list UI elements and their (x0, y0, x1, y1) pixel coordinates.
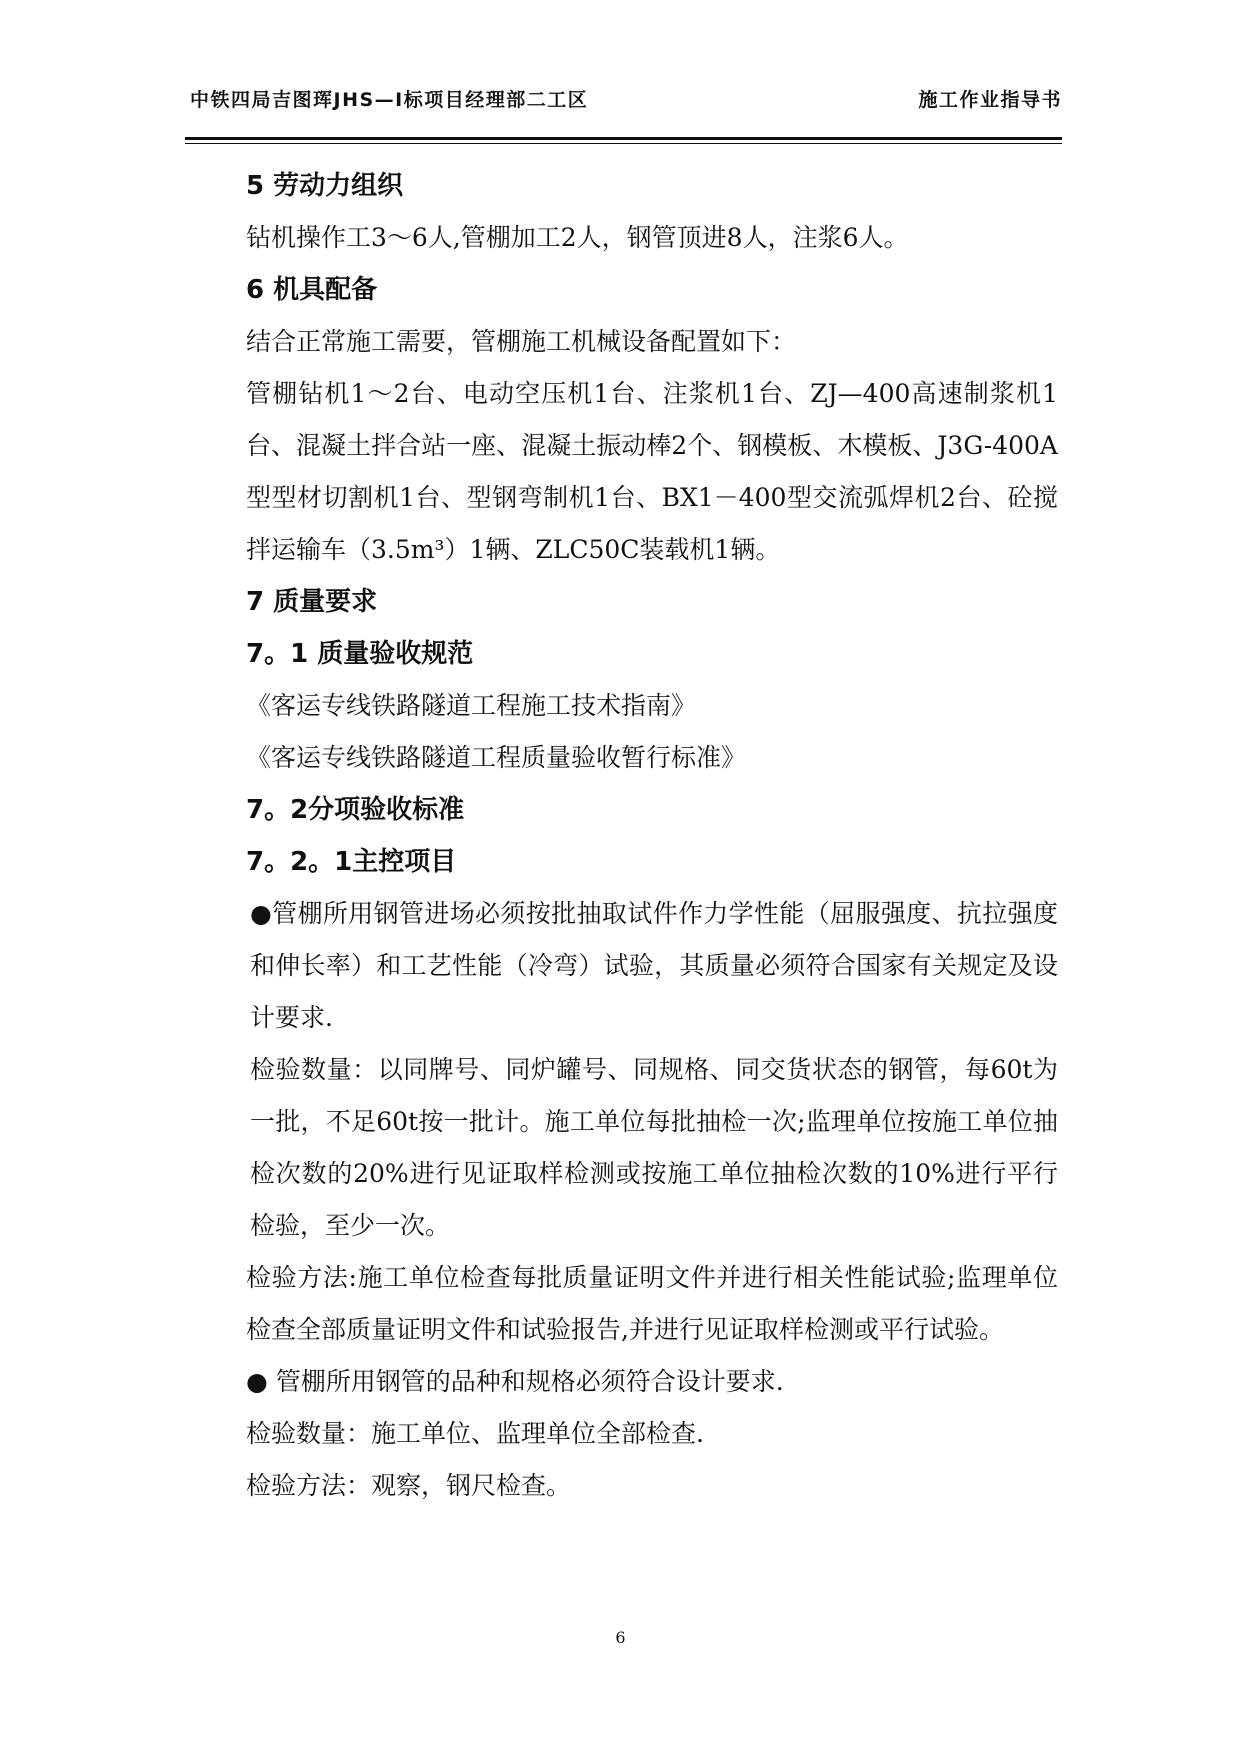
paragraph-inspection-method-1: 检验方法:施工单位检查每批质量证明文件并进行相关性能试验;监理单位检查全部质量证明文件和试验报告,并进行见证取样检测或平行试验。 (246, 1263, 1058, 1344)
subsection-heading-main-control: 7。2。1主控项目 (246, 847, 457, 877)
header-project-name: 中铁四局吉图珲JHS—Ⅰ标项目经理部二工区 (190, 89, 589, 111)
subsection-heading-acceptance-norms: 7。1 质量验收规范 (246, 639, 474, 669)
section-heading-quality: 7 质量要求 (246, 587, 378, 617)
standard-reference-construction-guide: 《客运专线铁路隧道工程施工技术指南》 (246, 691, 697, 720)
section-heading-labor: 5 劳动力组织 (246, 171, 404, 201)
page-number: 6 (615, 1628, 626, 1647)
standard-reference-acceptance-standard: 《客运专线铁路隧道工程质量验收暂行标准》 (246, 743, 747, 772)
paragraph-inspection-quantity-1: 检验数量：以同牌号、同炉罐号、同规格、同交货状态的钢管，每60t为一批，不足60t按一批计。施工单位每批抽检一次;监理单位按施工单位抽检次数的20%进行见证取样检测或按施工单位抽检次数的10%进行平行检验，至少一次。 (250, 1055, 1058, 1240)
paragraph-equipment-intro: 结合正常施工需要，管棚施工机械设备配置如下： (246, 327, 797, 356)
paragraph-inspection-quantity-2: 检验数量：施工单位、监理单位全部检查. (246, 1419, 704, 1448)
document-body (190, 160, 1058, 1512)
bullet-steel-pipe-testing: ●管棚所用钢管进场必须按批抽取试件作力学性能（屈服强度、抗拉强度和伸长率）和工艺性能（冷弯）试验，其质量必须符合国家有关规定及设计要求. (250, 899, 1058, 1032)
header-document-type: 施工作业指导书 (918, 89, 1062, 111)
header-rule-thin (185, 143, 1062, 144)
paragraph-labor: 钻机操作工3～6人,管棚加工2人，钢管顶进8人，注浆6人。 (246, 223, 909, 252)
subsection-heading-item-acceptance: 7。2分项验收标准 (246, 795, 465, 825)
page-header (190, 85, 1062, 113)
header-rule-thick (185, 137, 1062, 140)
paragraph-inspection-method-2: 检验方法：观察，钢尺检查。 (246, 1471, 572, 1500)
section-heading-equipment: 6 机具配备 (246, 275, 378, 305)
paragraph-equipment-list: 管棚钻机1～2台、电动空压机1台、注浆机1台、ZJ—400高速制浆机1台、混凝土拌合站一座、混凝土振动棒2个、钢模板、木模板、J3G-400A型型材切割机1台、型钢弯制机1台、BX1－400型交流弧焊机2台、砼搅拌运输车（3.5m³）1辆、ZLC50C装载机1辆。 (246, 379, 1058, 564)
bullet-steel-pipe-specification: ● 管棚所用钢管的品种和规格必须符合设计要求. (246, 1367, 784, 1396)
